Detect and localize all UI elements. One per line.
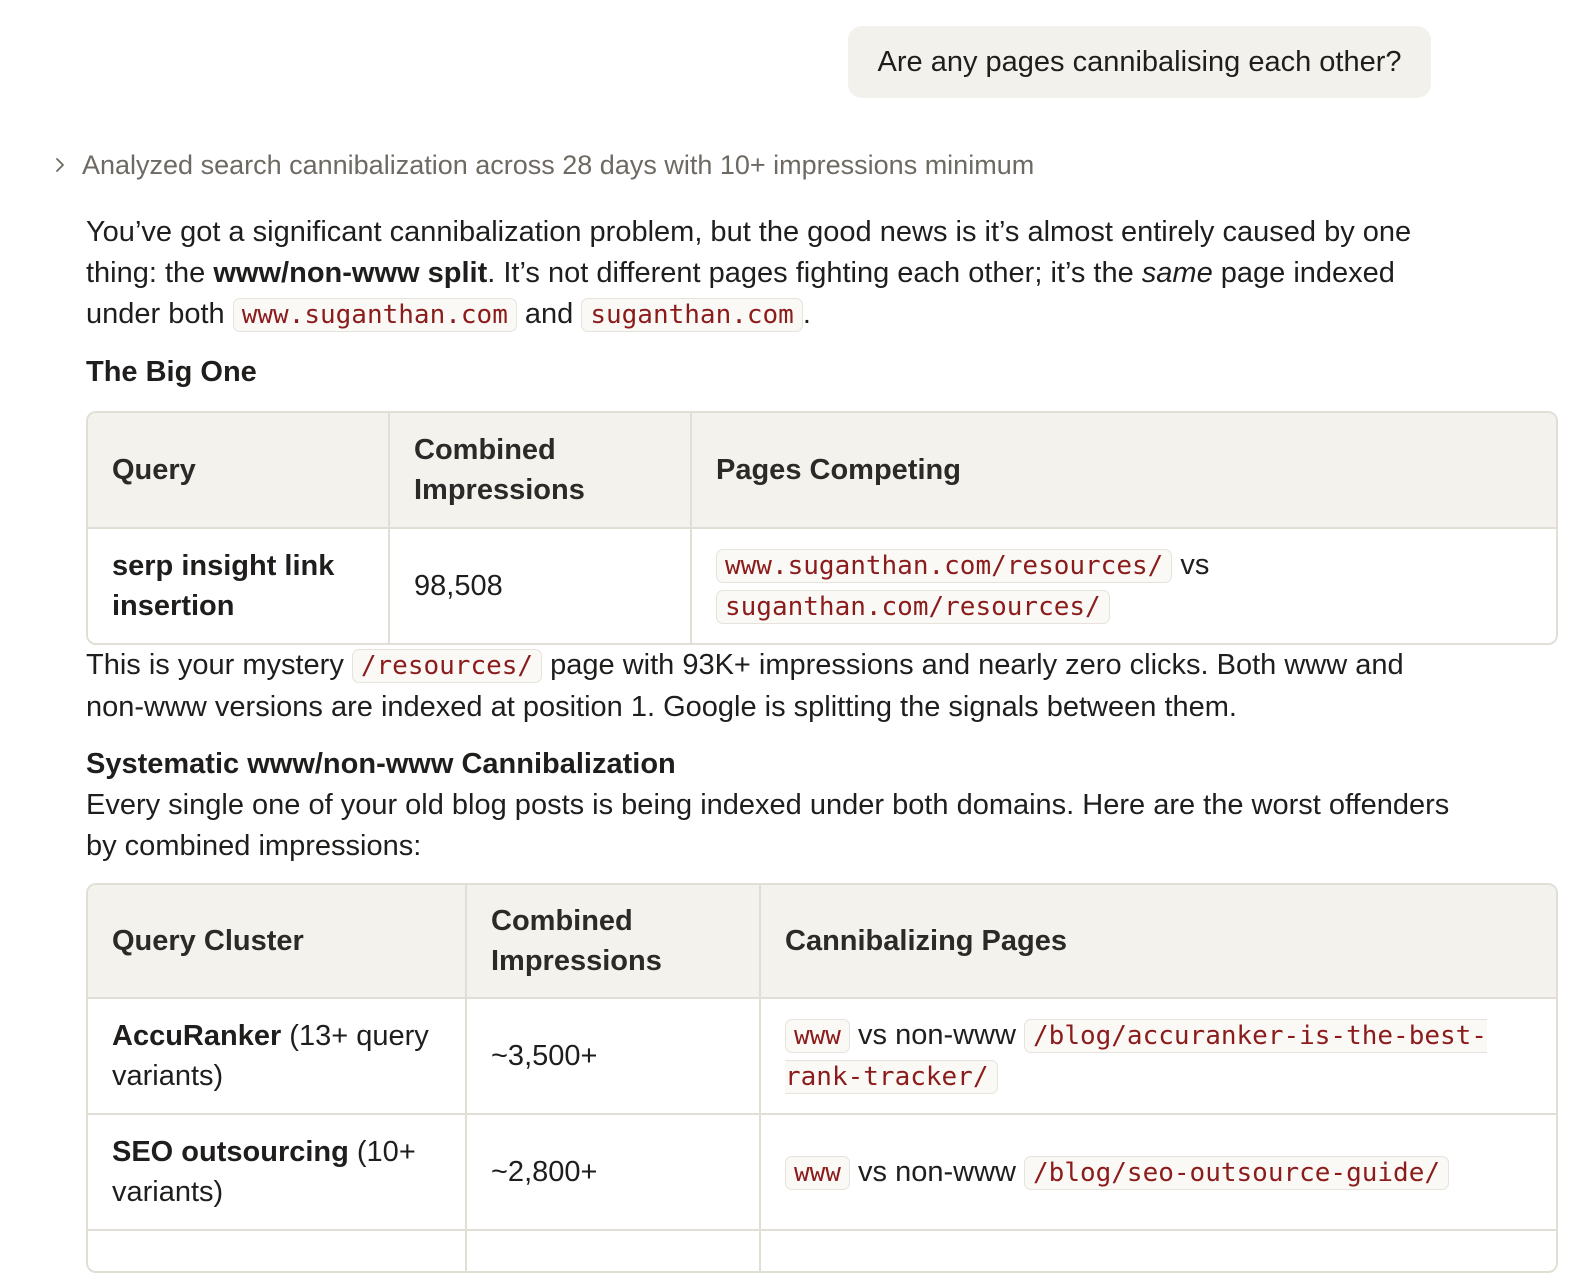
intro-bold: www/non-www split bbox=[213, 257, 488, 289]
vs-text: vs non-www bbox=[849, 1155, 1025, 1188]
column-header: Pages Competing bbox=[692, 413, 1556, 529]
inline-code-page: suganthan.com/resources/ bbox=[716, 590, 1110, 624]
inline-code-path: /blog/seo-outsource-guide/ bbox=[1024, 1156, 1449, 1190]
big-one-table bbox=[86, 411, 1558, 645]
table-row bbox=[88, 1231, 1556, 1271]
impressions-cell bbox=[467, 1231, 761, 1271]
table-row bbox=[88, 529, 1556, 643]
table-header-row bbox=[88, 413, 1556, 529]
cluster-name: AccuRanker bbox=[112, 1020, 282, 1052]
pages-cell bbox=[761, 1231, 1556, 1271]
vs-text: vs non-www bbox=[849, 1019, 1025, 1051]
thinking-summary-label: Analyzed search cannibalization across 28 days with 10+ impressions minimum bbox=[82, 149, 1035, 180]
thinking-summary-toggle[interactable] bbox=[52, 145, 1034, 185]
intro-text: . bbox=[802, 298, 811, 330]
table-row bbox=[88, 1115, 1556, 1231]
intro-text: . It’s not different pages fighting each other; it’s the bbox=[487, 257, 1142, 289]
impressions-cell: ~2,800+ bbox=[467, 1115, 761, 1231]
mystery-paragraph bbox=[86, 645, 1458, 728]
column-header: Combined Impressions bbox=[390, 413, 692, 529]
cluster-name: SEO outsourcing bbox=[112, 1136, 349, 1168]
table-header-row bbox=[88, 885, 1556, 999]
intro-text: You’ve got a significant cannibalization problem, but the good news is it’s almost entirely caused by one thing: the bbox=[86, 216, 1412, 289]
intro-text: and bbox=[516, 298, 582, 330]
mystery-text: This is your mystery bbox=[86, 649, 352, 681]
assistant-response bbox=[86, 212, 1487, 1273]
systematic-paragraph: Every single one of your old blog posts is being indexed under both domains. Here are the worst offenders by combined impressions: bbox=[86, 789, 1450, 862]
column-header: Combined Impressions bbox=[467, 885, 761, 999]
cluster-cell bbox=[88, 1231, 467, 1271]
user-message-bubble bbox=[848, 26, 1431, 98]
impressions-cell: ~3,500+ bbox=[467, 999, 761, 1115]
cannibalization-table bbox=[86, 883, 1558, 1273]
cluster-cell bbox=[88, 1115, 467, 1231]
user-message-text: Are any pages cannibalising each other? bbox=[877, 45, 1402, 78]
column-header: Query bbox=[88, 413, 390, 529]
inline-code-root-domain: suganthan.com bbox=[581, 298, 803, 332]
query-cell bbox=[88, 529, 390, 643]
intro-italic: same bbox=[1141, 257, 1213, 289]
column-header: Cannibalizing Pages bbox=[761, 885, 1556, 999]
inline-code-www-domain: www.suganthan.com bbox=[233, 298, 517, 332]
inline-code-www: www bbox=[785, 1156, 850, 1190]
inline-code-resources: /resources/ bbox=[352, 649, 542, 683]
inline-code-www: www bbox=[785, 1019, 850, 1053]
column-header: Query Cluster bbox=[88, 885, 467, 999]
impressions-cell: 98,508 bbox=[390, 529, 692, 643]
chevron-right-icon bbox=[52, 157, 68, 173]
inline-code-path: /blog/accuranker-is-the-best-rank-tracker/ bbox=[785, 1021, 1487, 1092]
cluster-variants: (13+ query variants) bbox=[112, 1020, 429, 1092]
mystery-text: page with 93K+ impressions and nearly zero clicks. Both www and non-www versions are indexed at position 1. Google is splitting the signals between them. bbox=[86, 649, 1404, 723]
intro-paragraph bbox=[86, 212, 1458, 336]
cluster-cell bbox=[88, 999, 467, 1115]
pages-cell bbox=[761, 999, 1556, 1115]
section-heading-big-one: The Big One bbox=[86, 356, 257, 388]
vs-text: vs bbox=[1172, 549, 1210, 581]
pages-cell bbox=[761, 1115, 1556, 1231]
cluster-variants: (10+ variants) bbox=[112, 1136, 416, 1208]
table-row bbox=[88, 999, 1556, 1115]
pages-cell bbox=[692, 529, 1556, 643]
query-text: serp insight link insertion bbox=[112, 550, 335, 622]
section-heading-systematic: Systematic www/non-www Cannibalization bbox=[86, 748, 676, 780]
inline-code-page: www.suganthan.com/resources/ bbox=[716, 549, 1172, 583]
intro-text: page indexed under both bbox=[86, 257, 1395, 330]
